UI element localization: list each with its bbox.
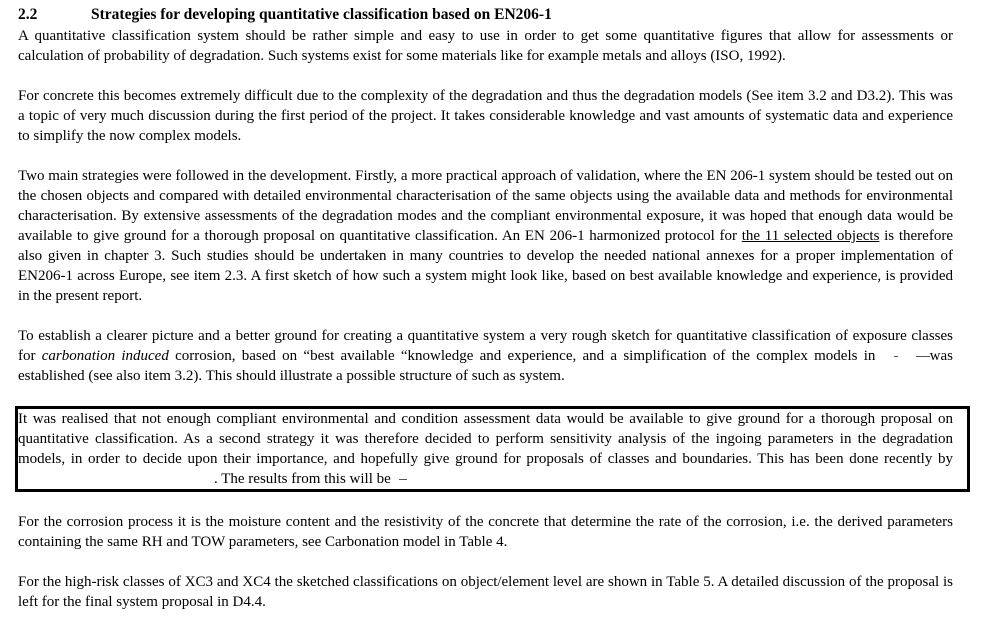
redaction-mark-3 bbox=[399, 479, 407, 480]
section-number: 2.2 bbox=[18, 6, 38, 23]
redacted-text-2 bbox=[898, 346, 916, 366]
highlighted-box bbox=[15, 406, 970, 492]
paragraph-6 bbox=[18, 572, 953, 612]
paragraph-4-text-a: To establish a clearer picture and a better ground for creating a quantitative system a very rough sketch for quantitative classification of exposure classes for bbox=[18, 328, 953, 364]
redacted-text-1 bbox=[882, 346, 894, 366]
redacted-text-4 bbox=[391, 469, 399, 489]
paragraph-2-text: For concrete this becomes extremely difficult due to the complexity of the degradation and thus the degradation models (See item 3.2 and D3.2). This was a topic of very much discussion during the first period of the project. It takes considerable knowledge and vast amounts of systematic data and experience to simplify the now complex models. bbox=[18, 88, 953, 144]
paragraph-3-text-a: Two main strategies were followed in the development. Firstly, a more practical approach of validation, where the EN 206-1 system should be tested out on the chosen objects and compared with detailed environmental characterisation of the same objects using the available data and methods for environmental characterisation. By extensive assessments of the degradation modes and the compliant environmental exposure, it was hoped that enough data would be available to give ground for a thorough proposal on quantitative classification. An EN 206-1 harmonized protocol for bbox=[18, 168, 953, 244]
redacted-text-3 bbox=[18, 469, 214, 489]
section-title: Strategies for developing quantitative classification based on EN206-1 bbox=[91, 6, 552, 23]
box-paragraph bbox=[18, 409, 953, 489]
paragraph-4 bbox=[18, 326, 953, 386]
box-text-b: . The results from this will be bbox=[214, 471, 391, 487]
paragraph-5 bbox=[18, 512, 953, 552]
redaction-mark-2 bbox=[916, 356, 930, 357]
paragraph-4-text-b: corrosion, based on “best available “knowledge and experience, and a simplification of the complex models in bbox=[168, 348, 882, 364]
paragraph-5-text: For the corrosion process it is the moisture content and the resistivity of the concrete that determine the rate of the corrosion, i.e. the derived parameters containing the same RH and TOW parameters, see Carbonation model in Table 4. bbox=[18, 514, 953, 550]
document-page bbox=[18, 4, 953, 632]
paragraph-6-text: For the high-risk classes of XC3 and XC4 the sketched classifications on object/element level are shown in Table 5. A detailed discussion of the proposal is left for the final system proposal in D4.4. bbox=[18, 574, 953, 610]
carbonation-induced-italic: carbonation induced bbox=[41, 348, 169, 364]
paragraph-1-text: A quantitative classification system should be rather simple and easy to use in order to get some quantitative figures that allow for assessments or calculation of probability of degradation. Such systems exist for some materials like for example metals and alloys (ISO, 1992). bbox=[18, 28, 953, 64]
paragraph-3 bbox=[18, 166, 953, 306]
paragraph-2 bbox=[18, 86, 953, 146]
box-text-a: It was realised that not enough compliant environmental and condition assessment data would be available to give ground for a thorough proposal on quantitative classification. As a second strategy it was therefore decided to perform sensitivity analysis of the ingoing parameters in the degradation models, in order to decide upon their importance, and hopefully give ground for proposals of classes and boundaries. This has been done recently by bbox=[18, 411, 953, 467]
selected-objects-link[interactable]: the 11 selected objects bbox=[741, 228, 880, 244]
section-heading bbox=[18, 4, 953, 26]
paragraph-1 bbox=[18, 26, 953, 66]
paragraph-3-text-b: is therefore also given in chapter 3. Such studies should be undertaken in many countries to develop the needed national annexes for a proper implementation of EN206-1 across Europe, see item 2.3. A first sketch of how such a system might look like, based on best available knowledge and experience, is provided in the present report. bbox=[18, 228, 953, 304]
paragraph-4-text-c: was established (see also item 3.2). This should illustrate a possible structure of such as system. bbox=[18, 348, 953, 384]
redacted-text-5 bbox=[407, 469, 467, 489]
